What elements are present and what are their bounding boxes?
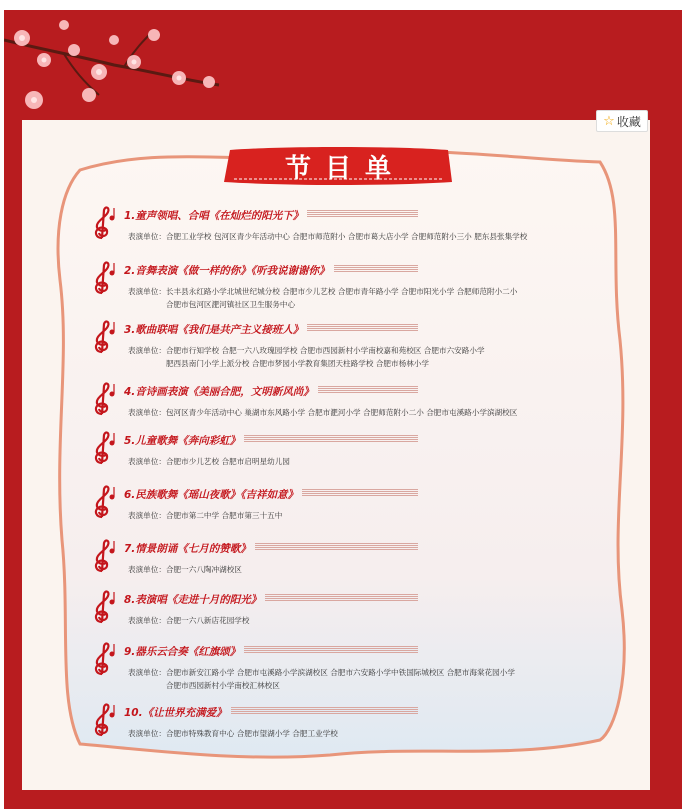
performers [128, 230, 598, 243]
performers-label: 表演单位： [128, 287, 166, 296]
performers-line [128, 357, 598, 370]
performers-text: 合肥市少儿艺校 合肥市启明星幼儿园 [165, 457, 290, 466]
performers-text: 合肥市新安江路小学 合肥市屯溪路小学滨湖校区 合肥市六安路小学中铁国际城校区 合肥市海棠花园小学 [165, 668, 515, 677]
performers [128, 455, 598, 468]
program-item-title: 6.民族歌舞《瑶山夜歌》《吉祥如意》 [124, 489, 299, 501]
program-item-title: 4.音诗画表演《美丽合肥，文明新风尚》 [124, 386, 314, 398]
performers [128, 727, 598, 740]
music-staff-decoration [244, 435, 418, 443]
performers-label: 表演单位： [128, 457, 166, 466]
performers-line [128, 406, 598, 419]
performers-text: 合肥一六八陶冲湖校区 [165, 565, 242, 574]
performers-line [128, 298, 598, 311]
music-staff-decoration [265, 594, 418, 602]
program-item-title: 2.音舞表演《做一样的你》《听我说谢谢你》 [124, 265, 330, 277]
performers [128, 406, 598, 419]
performers-line [128, 727, 598, 740]
performers-text: 合肥工业学校 包河区青少年活动中心 合肥市师范附小 合肥市葛大店小学 合肥师范附小三小 肥东县张集学校 [165, 232, 528, 241]
treble-clef-icon [88, 701, 118, 739]
performers-text: 合肥市包河区淝河镇社区卫生服务中心 [165, 300, 296, 309]
program-item-title: 7.情景朗诵《七月的赞歌》 [124, 543, 251, 555]
performers-line [128, 563, 598, 576]
performers-text: 合肥一六八新店花园学校 [165, 616, 250, 625]
performers-line [128, 666, 598, 679]
performers-label: 表演单位： [128, 511, 166, 520]
program-item-title: 3.歌曲联唱《我们是共产主义接班人》 [124, 324, 304, 336]
performers [128, 614, 598, 627]
performers [128, 666, 598, 692]
music-staff-decoration [231, 707, 418, 715]
program-item-title: 9.器乐云合奏《红旗颂》 [124, 646, 241, 658]
music-staff-decoration [307, 210, 418, 218]
performers-line [128, 455, 598, 468]
performers [128, 285, 598, 311]
music-staff-decoration [334, 265, 418, 273]
performers-line [128, 230, 598, 243]
performers [128, 344, 598, 370]
plum-blossom-branch-decoration [4, 10, 264, 130]
treble-clef-icon [88, 640, 118, 678]
treble-clef-icon [88, 259, 118, 297]
performers-line [128, 509, 598, 522]
program-title: 节目单 [284, 153, 405, 184]
treble-clef-icon [88, 588, 118, 626]
music-staff-decoration [255, 543, 418, 551]
treble-clef-icon [88, 380, 118, 418]
program-title-banner [220, 146, 456, 186]
performers-line [128, 285, 598, 298]
favorite-button[interactable] [596, 110, 648, 132]
performers-line [128, 679, 598, 692]
program-item-title: 1.童声领唱、合唱《在灿烂的阳光下》 [124, 210, 304, 222]
performers-text: 长丰县永红路小学北城世纪城分校 合肥市少儿艺校 合肥市青年路小学 合肥市阳光小学 合肥师范附小二小 [165, 287, 518, 296]
performers-label: 表演单位： [128, 565, 166, 574]
performers-text: 合肥市特殊教育中心 合肥市望湖小学 合肥工业学校 [165, 729, 338, 738]
program-item-title: 5.儿童歌舞《奔向彩虹》 [124, 435, 241, 447]
performers-label: 表演单位： [128, 616, 166, 625]
program-item-title: 10.《让世界充满爱》 [124, 707, 227, 719]
program-item-title: 8.表演唱《走进十月的阳光》 [124, 594, 262, 606]
music-staff-decoration [244, 646, 418, 654]
performers-label: 表演单位： [128, 729, 166, 738]
music-staff-decoration [318, 386, 418, 394]
treble-clef-icon [88, 483, 118, 521]
treble-clef-icon [88, 204, 118, 242]
music-staff-decoration [302, 489, 418, 497]
performers-line [128, 614, 598, 627]
performers [128, 563, 598, 576]
performers-text: 包河区青少年活动中心 巢湖市东风路小学 合肥市淝河小学 合肥师范附小二小 合肥市屯溪路小学滨湖校区 [165, 408, 518, 417]
performers-text: 肥西县南门小学上派分校 合肥市梦园小学教育集团天柱路学校 合肥市杨林小学 [165, 359, 429, 368]
music-staff-decoration [307, 324, 418, 332]
performers [128, 509, 598, 522]
performers-label: 表演单位： [128, 408, 166, 417]
performers-label: 表演单位： [128, 668, 166, 677]
treble-clef-icon [88, 537, 118, 575]
performers-text: 合肥市西园新村小学南校汇林校区 [165, 681, 280, 690]
favorite-label: 收藏 [616, 114, 641, 129]
performers-line [128, 344, 598, 357]
star-icon: ☆ [603, 113, 615, 129]
performers-text: 合肥市行知学校 合肥一六八玫瑰园学校 合肥市西园新村小学南校嘉和苑校区 合肥市六安路小学 [165, 346, 485, 355]
treble-clef-icon [88, 429, 118, 467]
performers-label: 表演单位： [128, 232, 166, 241]
performers-text: 合肥市第二中学 合肥市第三十五中 [165, 511, 283, 520]
performers-label: 表演单位： [128, 346, 166, 355]
treble-clef-icon [88, 318, 118, 356]
